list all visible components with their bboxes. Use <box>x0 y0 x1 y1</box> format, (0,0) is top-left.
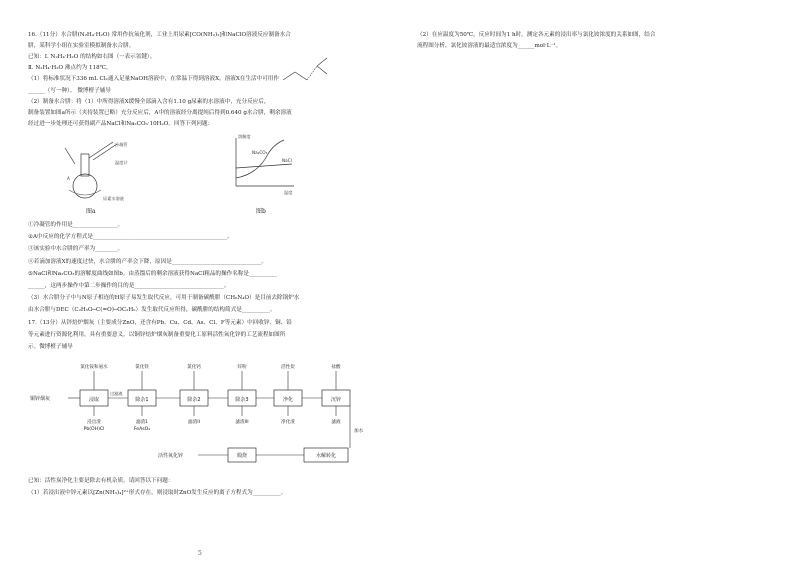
flow-reagent-label: 锌粉 <box>237 365 247 371</box>
fig-a-label: 尿素水溶液 <box>103 195 124 201</box>
q17-line: （1）若浸出液中锌元素以[Zn(NH₃)₄]²⁺形式存在，则浸取时ZnO发生反应的离子方程式为__________。 <box>28 490 287 497</box>
fig-b-label: 温度 <box>284 189 293 195</box>
fig-b-label: Na₂CO₃ <box>252 149 268 155</box>
q16-q17-line: ②A中反应的化学方程式是________________________________________________。 <box>28 234 233 241</box>
q16-line: 已知：Ⅰ. N₂H₄·H₂O 的结构如右图（···表示氢键）。 <box>28 54 156 61</box>
flow-reagent-label: 活性炭 <box>281 365 295 371</box>
q16-q17-line: ______，这两步操作中第二步操作的目的是________________________________。 <box>28 282 230 289</box>
flow-residue-label: FeAsO₄ <box>133 427 151 433</box>
fig-a-label: 冷凝管 <box>115 141 128 147</box>
flow-step-label: 除杂1 <box>135 397 149 404</box>
q16-line: （2）制备水合肼：将（1）中所得溶液X缓慢全部滴入含有1.10 g尿素的水溶液中，充分反应后， <box>28 98 270 105</box>
q16-q17-line: ①冷凝管的作用是________________。 <box>28 221 124 228</box>
q16-line: 16.（11分）水合肼(N₂H₄·H₂O) 常用作抗氧化剂，工业上用尿素[CO(NH₂)₂]和NaClO溶液反应制备水合 <box>28 32 291 38</box>
q17-line: 流程图分析，氯化铵溶液的最适宜浓度为______mol·L⁻¹。 <box>417 43 562 50</box>
flow-step-label: 沉锌 <box>330 397 342 404</box>
q16-line: （1）将标准状况下336 mL Cl₂通入足量NaOH溶液中，在常温下得到溶液X。溶液X在生活中可用作 <box>28 76 279 83</box>
flow-mid-label: 过滤液 <box>110 391 123 397</box>
flow-step-label: 除杂2 <box>187 397 201 404</box>
flow-residue-label: 滤渣1 <box>135 420 149 426</box>
hydrazine-structure-diagram <box>273 52 333 92</box>
flow-side-label: 加水 <box>354 429 364 435</box>
page-number: 5 <box>198 550 202 557</box>
fig-b-label: NaCl <box>282 157 292 163</box>
na2co3-curve <box>236 140 284 178</box>
process-flow-chart <box>28 360 368 470</box>
q17-line: 已知：活性炭净化主要是除去有机杂质。请回答以下问题： <box>28 478 174 485</box>
q16-q17-line: （3）水合肼分子中与N原子相连的H原子易发生取代反应，可用于制备碳酰肼（CH₆N₄O）是目前去除锅炉水 <box>28 295 300 302</box>
q16-line: ______（写一种）。 微博橙子辅导 <box>28 87 111 94</box>
q16-q17-line: 等元素进行资源化利用，具有重要意义。以铜锌焙炉烟灰制备重要化工原料活性氧化锌的工艺流程如图所 <box>28 331 286 338</box>
fig-b-caption: 图b <box>256 207 266 215</box>
q16-line: 肼，某科学小组在实验室模拟制备水合肼。 <box>28 43 135 50</box>
q16-q17-line: 由水合肼与DEC（C₂H₅O─C(=O)─OC₂H₅）发生取代反应所得，碳酰肼的结构简式是__________。 <box>28 307 276 314</box>
q16-q17-line: 示。微博橙子辅导 <box>28 343 73 350</box>
q16-q17-line: ④若滴加溶液X的速度过快，水合肼的产率会下降，原因是________________________________。 <box>28 258 267 265</box>
q17-line: （2）在应温度为50℃，反应时间为1 h时，测定各元素的浸出率与氯化铵浓度的关系如图，结合 <box>417 32 656 38</box>
flow-reagent-label: 氯化钙 <box>187 365 201 371</box>
q16-q17-line: 17.（13分）从锌焙炉烟灰（主要成分ZnO，还含有Pb、Cu、Cd、As、Cl、F等元素）中回收锌、铜、铅 <box>28 319 292 326</box>
flow-product-label: 活性氧化锌 <box>158 453 184 460</box>
flow-residue-label: Pb(OH)Cl <box>83 427 105 433</box>
flow-step-label: 浸取 <box>88 397 100 404</box>
nacl-curve <box>236 164 292 168</box>
solubility-figure-b <box>228 134 298 196</box>
fig-a-label: 温度计 <box>115 159 128 165</box>
q16-q17-line: ③该实验中水合肼的产率为________。 <box>28 246 124 253</box>
q16-line: Ⅱ. N₂H₄·H₂O 沸点约为 118℃。 <box>28 65 112 72</box>
fig-a-label: A <box>67 175 70 181</box>
flow-step-label: 除杂3 <box>235 397 249 404</box>
flow-residue-label: 净化渣 <box>281 420 295 426</box>
q16-line: 经过进一步处理还可获得副产品NaCl和Na₂CO₃·10H₂O。回答下列问题： <box>28 120 214 127</box>
flow-reagent-label: 氯化铁 <box>135 365 149 371</box>
flow-residue-label: 浸出渣 <box>87 420 101 426</box>
fig-b-label: 溶解度 <box>238 133 251 139</box>
fig-a-caption: 图a <box>86 207 96 215</box>
flow-final-label: 水解转化 <box>315 453 337 460</box>
flow-reagent-label: 盐酸 <box>331 365 341 371</box>
flow-reagent-label: 氯化铵和氨水 <box>80 365 108 371</box>
flow-residue-label: 滤渣III <box>235 420 249 426</box>
flow-final-label: 煅烧 <box>236 453 248 460</box>
flow-start-label: 铜锌烟灰 <box>30 396 51 403</box>
right-page <box>397 0 794 561</box>
flow-step-label: 净化 <box>282 397 294 404</box>
q16-q17-line: ⑤NaCl和Na₂CO₃的溶解度曲线如图b。由蒸馏后的剩余溶液获得NaCl粗品的操作名称是__________ <box>28 270 277 277</box>
flow-residue-label: 滤渣II <box>188 420 200 426</box>
q16-line: 制备装置如图a所示（夹持装置已略）充分反应后，A中的溶液经分离提纯后得到0.640 g水合肼，剩余溶液 <box>28 109 292 116</box>
apparatus-figure-a <box>43 134 143 204</box>
flow-residue-label: 滤液 <box>331 420 341 426</box>
